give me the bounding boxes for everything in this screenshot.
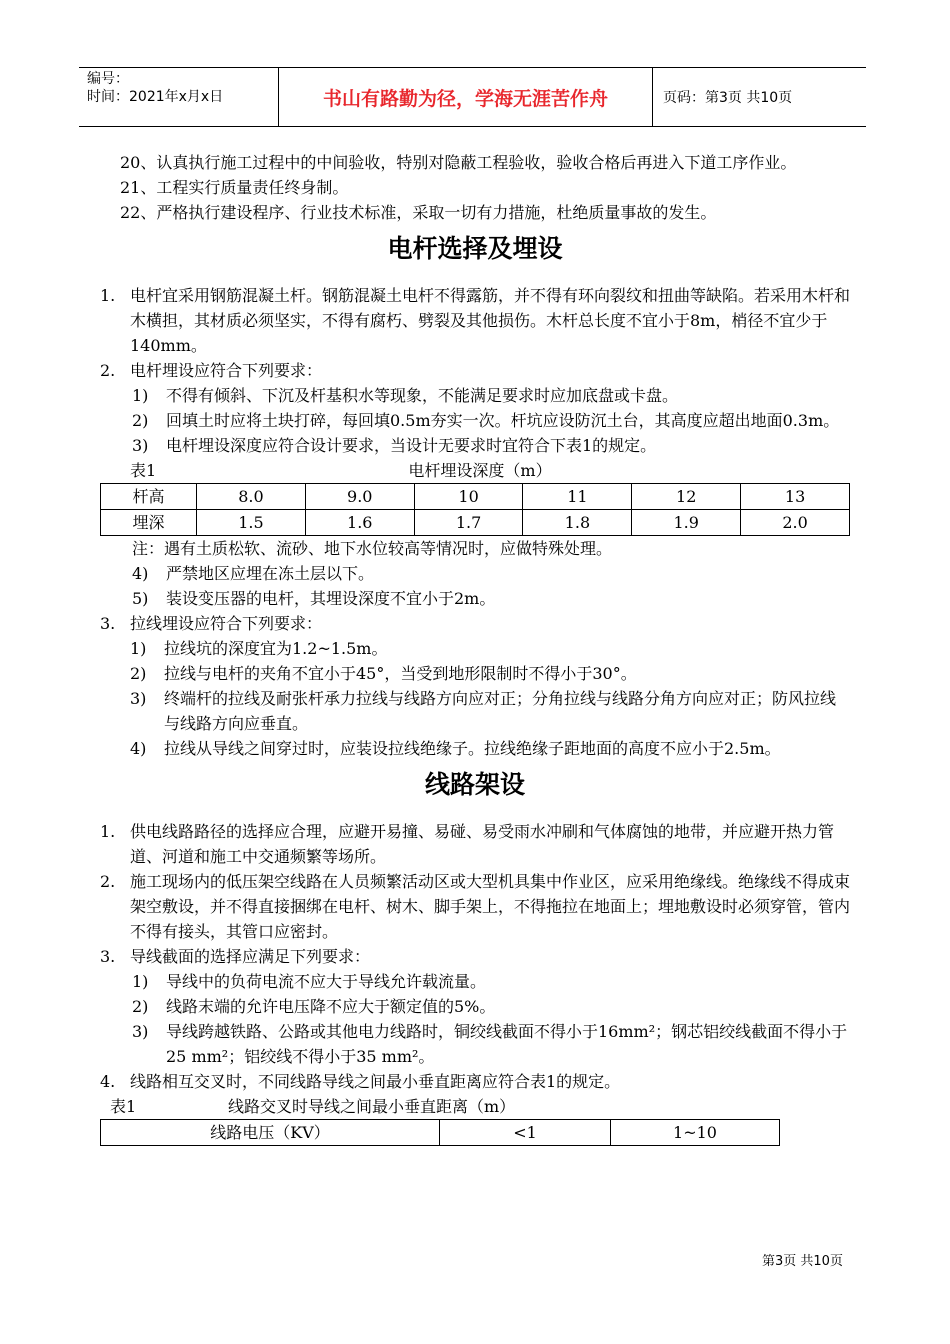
sub-number: 1) [132,386,149,405]
sub-list-item [100,994,850,1019]
intro-paragraph: 20、认真执行施工过程中的中间验收，特别对隐蔽工程验收，验收合格后再进入下道工序作业。 [120,153,797,172]
section-title: 线路架设 [424,770,525,799]
list-item [100,1069,850,1094]
sub-text: 回填土时应将土块打碎，每回填0.5m夯实一次。杆坑应设防沉土台，其高度应超出地面0.3m。 [166,411,840,430]
list-text: 导线截面的选择应满足下列要求： [130,947,371,966]
crossing-distance-table [100,1119,780,1146]
document-body [100,150,850,1146]
sub-list-item [100,636,850,661]
table-cell: 8.0 [197,484,306,510]
sub-list-item [100,661,850,686]
sub-text: 拉线与电杆的夹角不宜小于45°，当受到地形限制时不得小于30°。 [164,664,637,683]
list-item [100,944,850,969]
list-number: 3. [100,614,116,633]
list-text: 电杆埋设应符合下列要求： [130,361,323,380]
header-meta [79,68,279,126]
header-motto: 书山有路勤为径，学海无涯苦作舟 [279,68,653,126]
table-cell: 1.6 [305,510,414,536]
sub-text: 导线跨越铁路、公路或其他电力线路时，铜绞线截面不得小于16mm²；钢芯铝绞线截面不得小于25 mm²；铝绞线不得小于35 mm²。 [166,1022,848,1066]
table-cell: 1.8 [523,510,632,536]
sub-list-item [100,1019,850,1069]
sub-list-item [100,408,850,433]
sub-text: 不得有倾斜、下沉及杆基积水等现象，不能满足要求时应加底盘或卡盘。 [166,386,679,405]
sub-number: 1) [130,639,147,658]
sub-text: 拉线坑的深度宜为1.2~1.5m。 [164,639,388,658]
number-label: 编号： [87,71,129,87]
list-number: 1. [100,822,116,841]
table-cell: 1.7 [414,510,523,536]
table-cell: 2.0 [741,510,850,536]
page-footer: 第3页 共10页 [762,1254,843,1269]
sub-list-item [100,686,850,736]
table-cell: 10 [414,484,523,510]
table-cell: 9.0 [305,484,414,510]
intro-paragraph: 22、严格执行建设程序、行业技术标准，采取一切有力措施，杜绝质量事故的发生。 [120,203,717,222]
list-text: 供电线路路径的选择应合理，应避开易撞、易碰、易受雨水冲刷和气体腐蚀的地带，并应避开热力管道、河道和施工中交通频繁等场所。 [130,822,835,866]
sub-list-item [100,561,850,586]
table-cell: 1.5 [197,510,306,536]
sub-text: 电杆埋设深度应符合设计要求，当设计无要求时宜符合下表1的规定。 [166,436,657,455]
table-caption [100,1094,850,1119]
date-label: 时间：2021年x月x日 [87,89,224,105]
list-number: 2. [100,872,116,891]
list-number: 1. [100,286,116,305]
sub-number: 4) [130,739,147,758]
sub-list-item [100,383,850,408]
sub-number: 3) [132,1022,149,1041]
sub-text: 拉线从导线之间穿过时，应装设拉线绝缘子。拉线绝缘子距地面的高度不应小于2.5m。 [164,739,781,758]
table-cell: 线路电压（KV） [101,1120,440,1146]
table-label: 表1 [130,461,157,480]
list-number: 4. [100,1072,116,1091]
sub-number: 2) [132,997,149,1016]
sub-text: 严禁地区应埋在冻土层以下。 [166,564,375,583]
sub-list-item [100,586,850,611]
sub-list-item [100,736,850,761]
list-item [100,611,850,636]
sub-list-item [100,969,850,994]
table-cell: 杆高 [101,484,197,510]
table-cell: 11 [523,484,632,510]
header-page-info: 页码：第3页 共10页 [663,90,793,106]
table-row [101,510,850,536]
intro-paragraph: 21、工程实行质量责任终身制。 [120,178,349,197]
sub-number: 2) [132,411,149,430]
table-cell: 13 [741,484,850,510]
table-row [101,1120,780,1146]
list-item [100,869,850,944]
sub-number: 3) [130,689,147,708]
list-item [100,358,850,383]
table-cell: 1~10 [611,1120,780,1146]
list-text: 施工现场内的低压架空线路在人员频繁活动区或大型机具集中作业区，应采用绝缘线。绝缘线不得成束架空敷设，并不得直接捆绑在电杆、树木、脚手架上，不得拖拉在地面上；埋地敷设时必须穿管，管内不得有接头，其管口应密封。 [130,872,851,941]
sub-number: 5) [132,589,149,608]
list-item [100,819,850,869]
table-cell: 12 [632,484,741,510]
sub-number: 2) [130,664,147,683]
sub-number: 1) [132,972,149,991]
table-row [101,484,850,510]
table-cell: 埋深 [101,510,197,536]
list-number: 3. [100,947,116,966]
sub-text: 导线中的负荷电流不应大于导线允许载流量。 [166,972,487,991]
list-text: 电杆宜采用钢筋混凝土杆。钢筋混凝土电杆不得露筋，并不得有环向裂纹和扭曲等缺陷。若采用木杆和木横担，其材质必须坚实，不得有腐朽、劈裂及其他损伤。木杆总长度不宜小于8m，梢径不宜少于140mm。 [130,286,851,355]
table-title: 电杆埋设深度（m） [408,461,552,480]
sub-text: 线路末端的允许电压降不应大于额定值的5%。 [166,997,496,1016]
sub-text: 装设变压器的电杆，其埋设深度不宜小于2m。 [166,589,496,608]
table-cell: 1.9 [632,510,741,536]
list-text: 拉线埋设应符合下列要求： [130,614,323,633]
section-title: 电杆选择及埋设 [387,234,563,263]
table-note: 注：遇有土质松软、流砂、地下水位较高等情况时，应做特殊处理。 [132,539,613,558]
table-cell: <1 [440,1120,611,1146]
sub-text: 终端杆的拉线及耐张杆承力拉线与线路方向应对正；分角拉线与线路分角方向应对正；防风拉线与线路方向应垂直。 [164,689,837,733]
list-text: 线路相互交叉时，不同线路导线之间最小垂直距离应符合表1的规定。 [130,1072,621,1091]
list-number: 2. [100,361,116,380]
table-caption [100,458,850,483]
table-title: 线路交叉时导线之间最小垂直距离（m） [228,1097,516,1116]
sub-number: 3) [132,436,149,455]
sub-list-item [100,433,850,458]
page-header [79,67,866,127]
table-label: 表1 [110,1097,137,1116]
sub-number: 4) [132,564,149,583]
list-item [100,283,850,358]
pole-depth-table [100,483,850,536]
